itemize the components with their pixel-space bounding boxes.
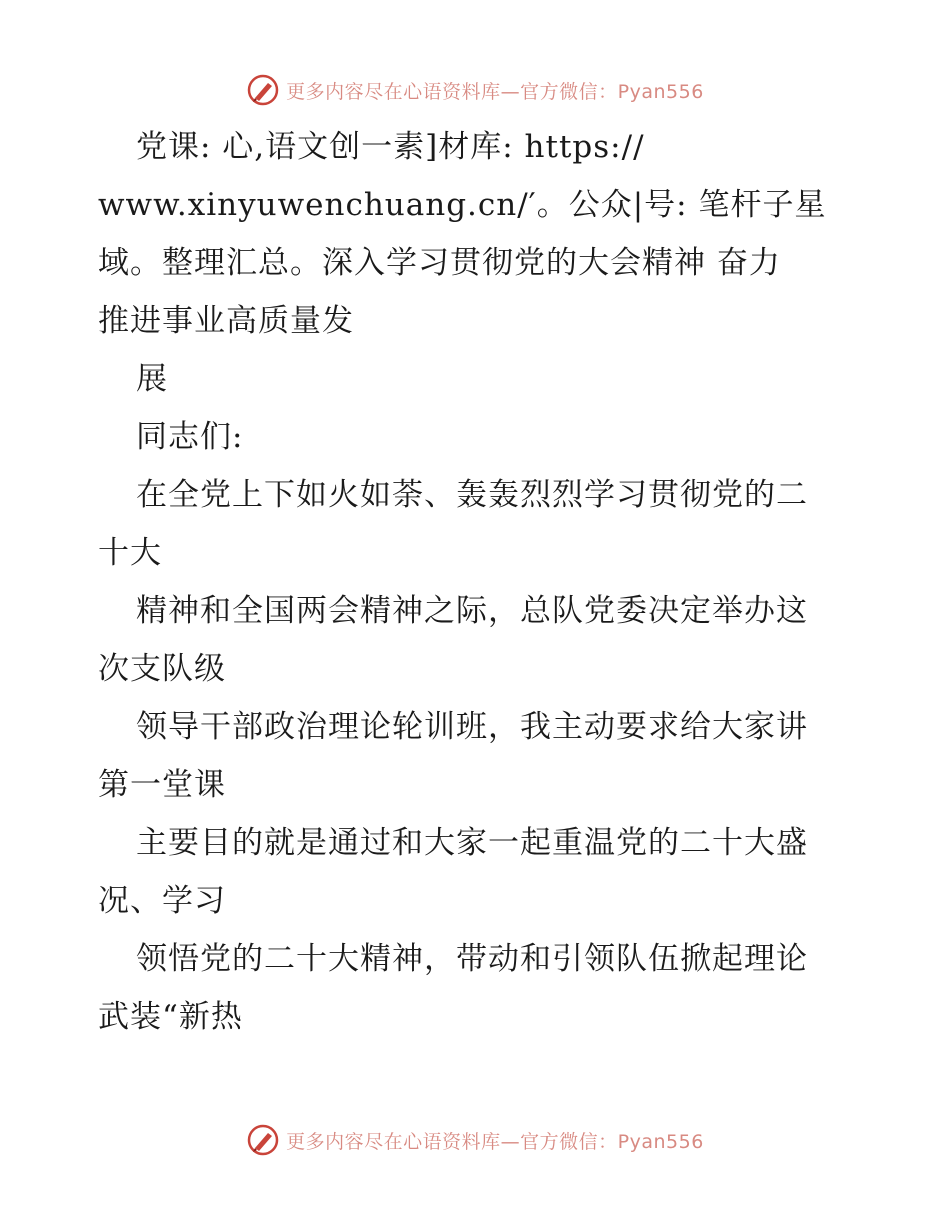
- text-line: 第一堂课: [98, 767, 226, 803]
- text-line: 展: [136, 361, 168, 397]
- text-line: 况、学习: [98, 883, 226, 919]
- text-line: 党课: 心,语文创一素]材库: https://: [136, 129, 645, 165]
- greeting: 同志们:: [136, 419, 244, 455]
- pen-logo-icon: [246, 1123, 280, 1157]
- text-line: 十大: [98, 535, 162, 571]
- watermark-text: 更多内容尽在心语资料库—官方微信：Pyan556: [286, 80, 704, 103]
- header-watermark: [0, 70, 950, 110]
- pen-logo-icon: [246, 73, 280, 107]
- watermark-text: 更多内容尽在心语资料库—官方微信：Pyan556: [286, 1130, 704, 1153]
- text-line: 武装“新热: [98, 999, 243, 1035]
- text-line: 领悟党的二十大精神，带动和引领队伍掀起理论: [136, 941, 808, 977]
- text-line: www.xinyuwenchuang.cn/′。公众|号: 笔杆子星: [98, 187, 827, 223]
- text-line: 在全党上下如火如荼、轰轰烈烈学习贯彻党的二: [136, 477, 808, 513]
- text-line: 次支队级: [98, 651, 226, 687]
- footer-watermark: [0, 1120, 950, 1160]
- text-line: 推进事业高质量发: [98, 303, 354, 339]
- text-line: 主要目的就是通过和大家一起重温党的二十大盛: [136, 825, 808, 861]
- text-line: 精神和全国两会精神之际，总队党委决定举办这: [136, 593, 808, 629]
- text-line: 领导干部政治理论轮训班，我主动要求给大家讲: [136, 709, 808, 745]
- text-line: 域。整理汇总。深入学习贯彻党的大会精神 奋力: [98, 245, 781, 281]
- document-body: [98, 118, 858, 1046]
